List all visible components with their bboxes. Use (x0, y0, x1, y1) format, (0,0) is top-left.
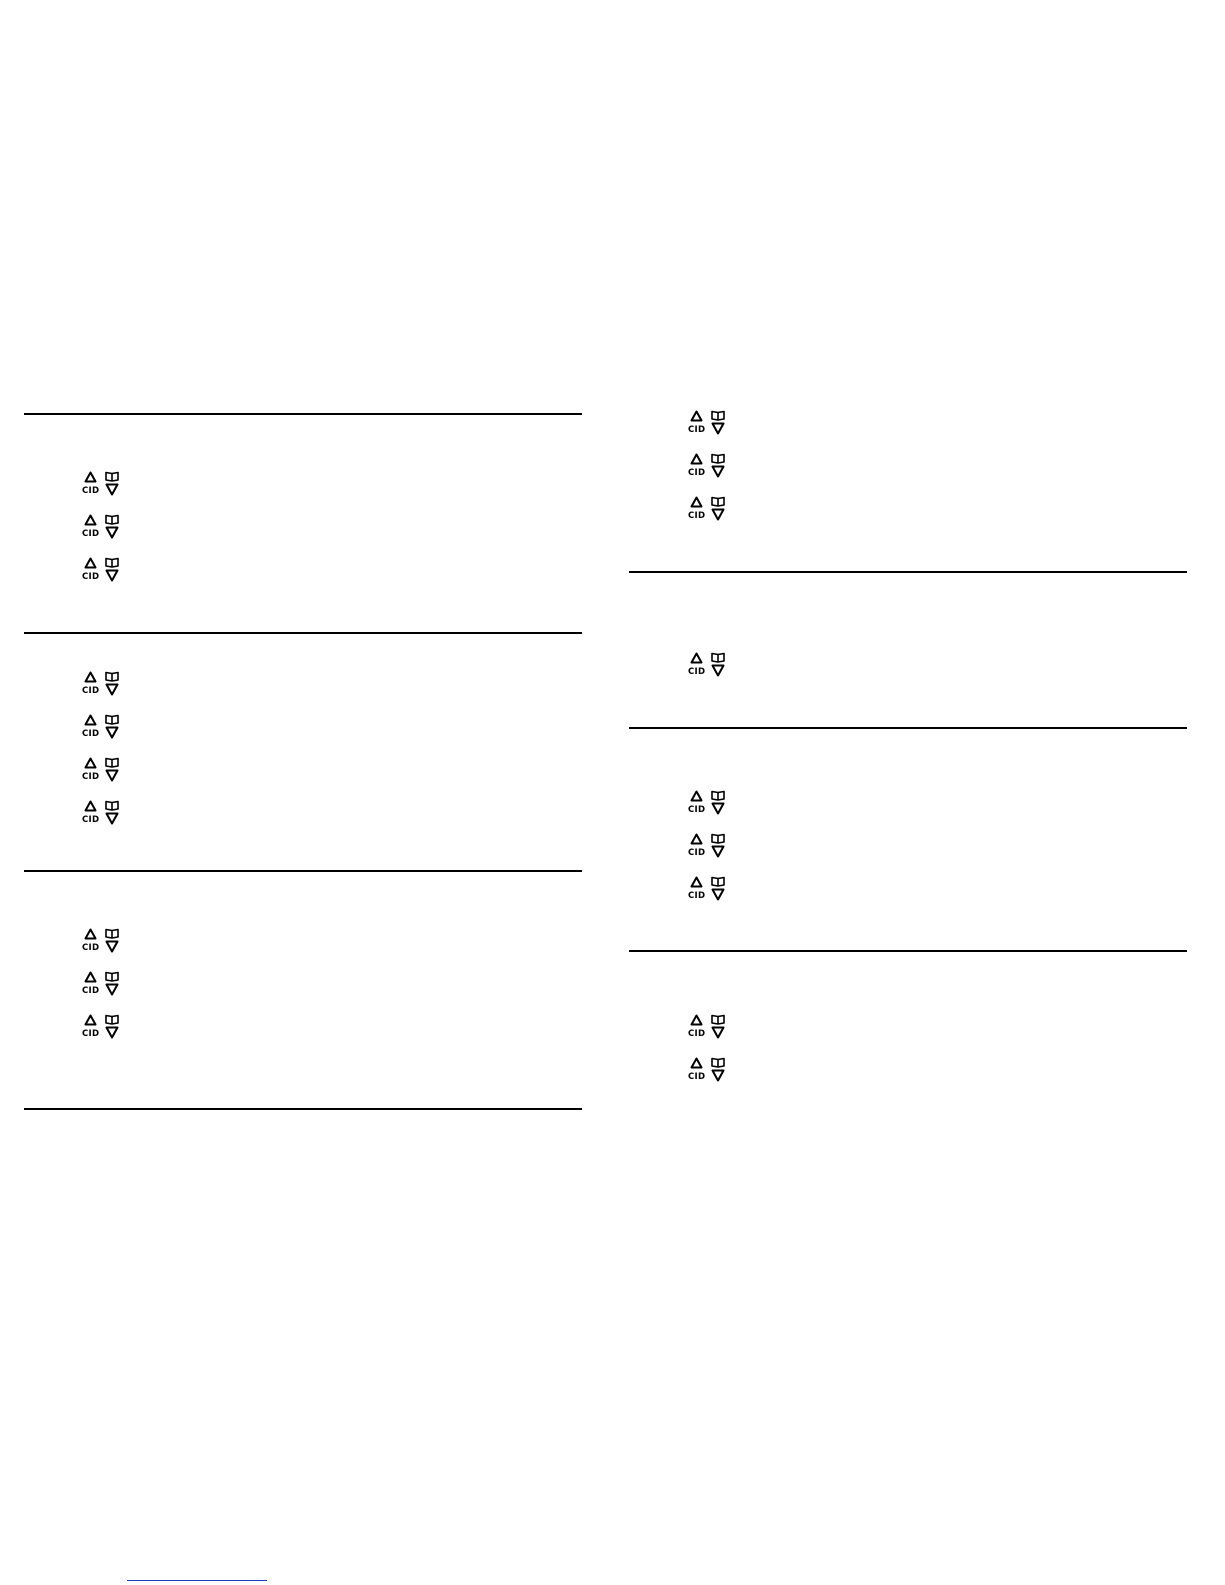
down-triangle-icon (713, 804, 724, 814)
cid-label: CID (82, 572, 100, 582)
phonebook-icon (712, 412, 724, 421)
nav-key-icon (81, 800, 121, 826)
cid-label: CID (82, 686, 100, 696)
down-triangle-icon (713, 424, 724, 434)
nav-key-icon (687, 453, 727, 479)
nav-key-icon (687, 790, 727, 816)
phonebook-icon (106, 802, 118, 811)
section-divider (629, 571, 1187, 573)
down-triangle-icon (107, 571, 118, 581)
down-triangle-icon (713, 1028, 724, 1038)
up-triangle-icon (86, 759, 96, 768)
phonebook-icon (712, 878, 724, 887)
up-triangle-icon (86, 559, 96, 568)
phonebook-icon (712, 1059, 724, 1068)
up-triangle-icon (86, 973, 96, 982)
phonebook-icon (712, 1016, 724, 1025)
nav-key-icon (687, 496, 727, 522)
section-divider (24, 413, 582, 415)
phonebook-icon (106, 930, 118, 939)
phonebook-icon (106, 473, 118, 482)
cid-label: CID (82, 772, 100, 782)
section-divider (629, 727, 1187, 729)
down-triangle-icon (107, 814, 118, 824)
up-triangle-icon (86, 673, 96, 682)
cid-label: CID (688, 468, 706, 478)
cid-label: CID (688, 891, 706, 901)
cid-label: CID (82, 729, 100, 739)
phonebook-icon (712, 498, 724, 507)
nav-key-icon (81, 1014, 121, 1040)
cid-label: CID (82, 1029, 100, 1039)
down-triangle-icon (713, 1071, 724, 1081)
nav-key-icon (81, 928, 121, 954)
down-triangle-icon (713, 666, 724, 676)
phonebook-icon (712, 792, 724, 801)
cid-label: CID (82, 986, 100, 996)
up-triangle-icon (692, 498, 702, 507)
nav-key-icon (81, 514, 121, 540)
footer-link-underline[interactable] (127, 1580, 267, 1581)
down-triangle-icon (107, 985, 118, 995)
nav-key-icon (687, 410, 727, 436)
down-triangle-icon (107, 728, 118, 738)
up-triangle-icon (692, 1059, 702, 1068)
nav-key-icon (687, 876, 727, 902)
down-triangle-icon (107, 771, 118, 781)
down-triangle-icon (713, 510, 724, 520)
down-triangle-icon (107, 685, 118, 695)
cid-label: CID (82, 943, 100, 953)
cid-label: CID (688, 805, 706, 815)
cid-label: CID (688, 1072, 706, 1082)
up-triangle-icon (692, 1016, 702, 1025)
section-divider (24, 632, 582, 634)
phonebook-icon (712, 455, 724, 464)
up-triangle-icon (692, 455, 702, 464)
down-triangle-icon (713, 847, 724, 857)
phonebook-icon (106, 673, 118, 682)
phonebook-icon (106, 516, 118, 525)
cid-label: CID (688, 511, 706, 521)
up-triangle-icon (86, 516, 96, 525)
down-triangle-icon (107, 942, 118, 952)
up-triangle-icon (86, 473, 96, 482)
nav-key-icon (687, 1057, 727, 1083)
nav-key-icon (81, 714, 121, 740)
cid-label: CID (688, 1029, 706, 1039)
section-divider (24, 1108, 582, 1110)
down-triangle-icon (107, 1028, 118, 1038)
section-divider (24, 870, 582, 872)
down-triangle-icon (107, 485, 118, 495)
up-triangle-icon (86, 802, 96, 811)
up-triangle-icon (86, 930, 96, 939)
cid-label: CID (82, 529, 100, 539)
phonebook-icon (712, 835, 724, 844)
nav-key-icon (81, 557, 121, 583)
cid-label: CID (82, 815, 100, 825)
phonebook-icon (106, 759, 118, 768)
nav-key-icon (81, 757, 121, 783)
down-triangle-icon (107, 528, 118, 538)
up-triangle-icon (692, 792, 702, 801)
phonebook-icon (106, 973, 118, 982)
nav-key-icon (687, 652, 727, 678)
nav-key-icon (81, 471, 121, 497)
down-triangle-icon (713, 890, 724, 900)
cid-label: CID (82, 486, 100, 496)
phonebook-icon (106, 1016, 118, 1025)
up-triangle-icon (86, 1016, 96, 1025)
up-triangle-icon (692, 835, 702, 844)
up-triangle-icon (692, 412, 702, 421)
phonebook-icon (106, 716, 118, 725)
cid-label: CID (688, 425, 706, 435)
phonebook-icon (712, 654, 724, 663)
phonebook-icon (106, 559, 118, 568)
nav-key-icon (81, 671, 121, 697)
down-triangle-icon (713, 467, 724, 477)
nav-key-icon (687, 1014, 727, 1040)
up-triangle-icon (692, 878, 702, 887)
up-triangle-icon (692, 654, 702, 663)
up-triangle-icon (86, 716, 96, 725)
cid-label: CID (688, 848, 706, 858)
section-divider (629, 950, 1187, 952)
cid-label: CID (688, 667, 706, 677)
nav-key-icon (81, 971, 121, 997)
nav-key-icon (687, 833, 727, 859)
